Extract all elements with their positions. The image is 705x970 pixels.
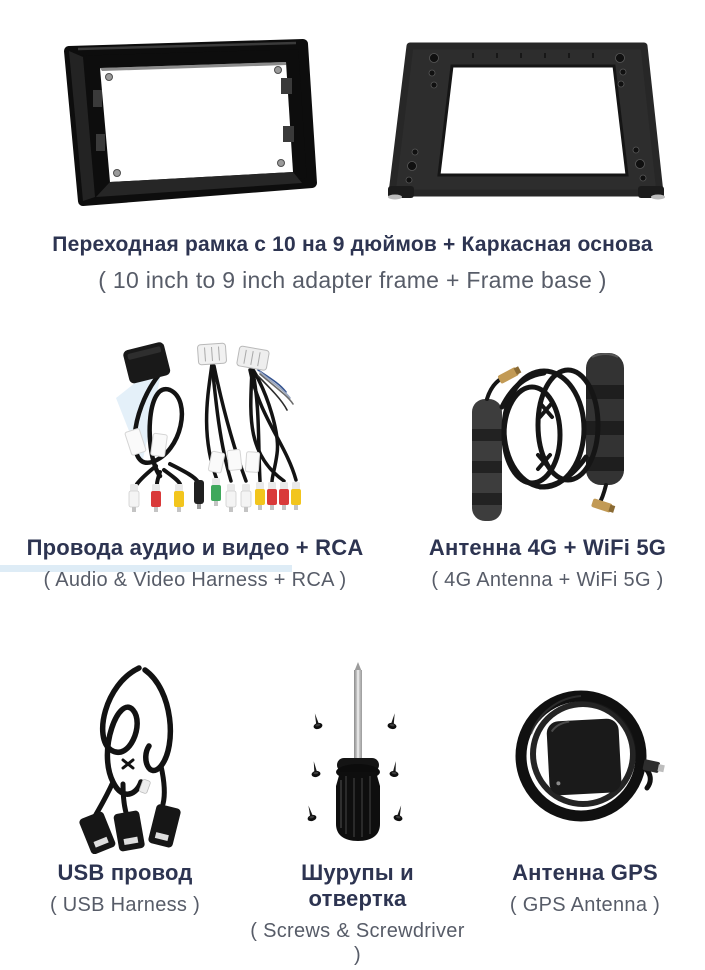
gps-caption	[510, 860, 660, 917]
harness-column	[0, 334, 390, 592]
gps-title-ru: Антенна GPS	[512, 860, 658, 885]
gps-antenna-photo	[493, 664, 678, 844]
gps-title-en: ( GPS Antenna )	[509, 894, 661, 916]
screws-title-ru: Шурупы и отвертка	[301, 860, 414, 911]
usb-cable-photo	[53, 654, 223, 854]
screwdriver-screws-photo	[288, 662, 428, 847]
middle-row	[0, 334, 705, 592]
harness-title-ru: Провода аудио и видео + RCA	[26, 535, 364, 560]
frames-caption	[0, 232, 705, 294]
av-harness-photo	[100, 334, 310, 529]
harness-title-en: ( Audio & Video Harness + RCA )	[43, 569, 347, 591]
antenna-4g-title-en: ( 4G Antenna + WiFi 5G )	[431, 569, 664, 591]
usb-title-ru: USB провод	[57, 860, 193, 885]
usb-column	[0, 654, 250, 917]
screws-title-en: ( Screws & Screwdriver )	[250, 920, 465, 966]
screws-column	[250, 654, 465, 967]
antenna-4g-caption	[429, 535, 666, 592]
frame-base-photo	[382, 36, 670, 204]
usb-title-en: ( USB Harness )	[49, 894, 201, 916]
gps-column	[465, 654, 705, 917]
screws-caption	[250, 860, 465, 967]
antenna-4g-photo	[456, 337, 651, 527]
frames-title-en: ( 10 inch to 9 inch adapter frame + Frame base )	[98, 267, 607, 293]
harness-caption	[27, 535, 364, 592]
frames-title-ru: Переходная рамка с 10 на 9 дюймов + Каркасная основа	[52, 233, 653, 256]
usb-caption	[50, 860, 200, 917]
antenna-4g-column	[390, 334, 705, 592]
adapter-frame-photo	[36, 34, 336, 206]
antenna-4g-title-ru: Антенна 4G + WiFi 5G	[428, 535, 667, 560]
frames-row	[0, 0, 705, 206]
bottom-row	[0, 654, 705, 967]
